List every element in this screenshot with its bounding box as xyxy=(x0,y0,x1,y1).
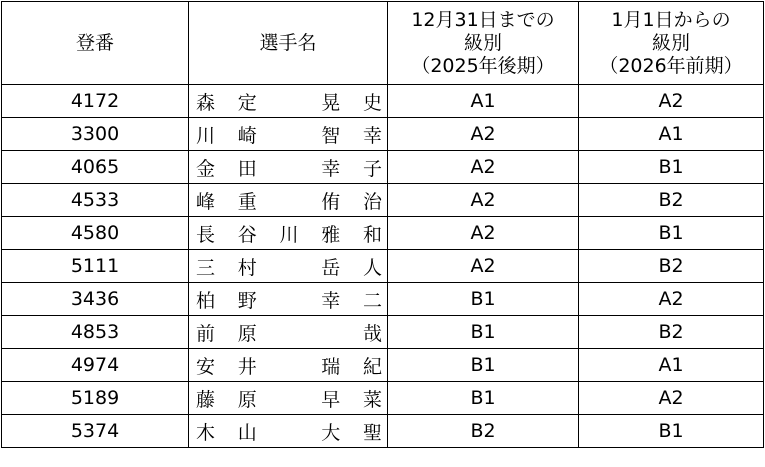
racer-name-char: 木 xyxy=(196,421,216,444)
racer-name-char: 人 xyxy=(362,256,382,279)
rank-after-cell: A2 xyxy=(579,382,764,415)
racer-name-cell xyxy=(189,349,388,382)
rank-after-cell: A2 xyxy=(579,85,764,118)
racer-name-cell xyxy=(189,184,388,217)
header-racer-name xyxy=(189,2,388,85)
rank-before-cell: A2 xyxy=(388,118,579,151)
rank-before-cell: A1 xyxy=(388,85,579,118)
racer-name-char: 幸 xyxy=(362,124,382,147)
racer-number-cell: 4974 xyxy=(2,349,189,382)
racer-name-cell xyxy=(189,85,388,118)
racer-name-cell xyxy=(189,151,388,184)
header-rank-after-line: 1月1日からの xyxy=(611,8,731,31)
table-body xyxy=(2,85,764,448)
racer-name-char: 紀 xyxy=(362,355,382,378)
racer-number-cell: 4172 xyxy=(2,85,189,118)
rank-before-cell: B1 xyxy=(388,349,579,382)
table-row xyxy=(2,151,764,184)
racer-name-char: 藤 xyxy=(196,388,216,411)
racer-name-char: 前 xyxy=(196,322,216,345)
table-row xyxy=(2,85,764,118)
racer-number-cell: 4533 xyxy=(2,184,189,217)
racer-name-cell xyxy=(189,382,388,415)
racer-name-cell xyxy=(189,283,388,316)
racer-number-cell: 3300 xyxy=(2,118,189,151)
header-racer-number-label: 登番 xyxy=(75,31,114,54)
rank-after-cell: B1 xyxy=(579,415,764,448)
rank-before-cell: B2 xyxy=(388,415,579,448)
header-rank-after-line: （2026年前期） xyxy=(599,54,743,77)
rank-after-cell: B2 xyxy=(579,250,764,283)
racer-number-cell: 5111 xyxy=(2,250,189,283)
racer-name xyxy=(196,352,382,379)
rank-before-cell: A2 xyxy=(388,184,579,217)
racer-name-char: 柏 xyxy=(196,289,216,312)
racer-name xyxy=(196,286,382,313)
racer-name xyxy=(196,121,382,148)
racer-name-char: 田 xyxy=(237,157,257,180)
racer-name-char: 森 xyxy=(196,91,216,114)
table-row xyxy=(2,217,764,250)
racer-name-char: 長 xyxy=(196,223,216,246)
racer-name-char: 峰 xyxy=(196,190,216,213)
header-rank-after-line: 級別 xyxy=(651,31,690,54)
racer-name-char: 村 xyxy=(237,256,257,279)
racer-name-cell xyxy=(189,316,388,349)
racer-name xyxy=(196,88,382,115)
racer-number-cell: 4065 xyxy=(2,151,189,184)
racer-number-cell: 5374 xyxy=(2,415,189,448)
racer-name xyxy=(196,319,382,346)
racer-name xyxy=(196,154,382,181)
rank-before-cell: B1 xyxy=(388,382,579,415)
racer-name-char: 崎 xyxy=(237,124,257,147)
racer-name-char: 原 xyxy=(237,388,257,411)
rank-change-table xyxy=(1,1,764,448)
racer-name-char: 子 xyxy=(362,157,382,180)
racer-name-char: 瑞 xyxy=(321,355,341,378)
header-rank-before-line: 級別 xyxy=(463,31,502,54)
header-racer-name-label: 選手名 xyxy=(259,31,317,54)
table-row xyxy=(2,349,764,382)
racer-name-char: 原 xyxy=(237,322,257,345)
racer-number-cell: 3436 xyxy=(2,283,189,316)
rank-before-cell: A2 xyxy=(388,217,579,250)
racer-name-char: 安 xyxy=(196,355,216,378)
racer-name-char: 山 xyxy=(237,421,257,444)
racer-name-cell xyxy=(189,118,388,151)
racer-name-char: 聖 xyxy=(362,421,382,444)
racer-name-char: 和 xyxy=(362,223,382,246)
rank-after-cell: B2 xyxy=(579,184,764,217)
racer-name-char: 岳 xyxy=(321,256,341,279)
table-row xyxy=(2,184,764,217)
rank-after-cell: A1 xyxy=(579,349,764,382)
racer-name-char: 史 xyxy=(362,91,382,114)
racer-name-char: 幸 xyxy=(321,289,341,312)
racer-name-char: 雅 xyxy=(321,223,341,246)
racer-name-char: 川 xyxy=(279,223,299,246)
header-rank-after xyxy=(579,2,764,85)
racer-name-char: 治 xyxy=(362,190,382,213)
racer-name-char: 金 xyxy=(196,157,216,180)
table-row xyxy=(2,118,764,151)
racer-name-char: 定 xyxy=(237,91,257,114)
racer-name xyxy=(196,418,382,445)
racer-name-char: 三 xyxy=(196,256,216,279)
racer-name xyxy=(196,385,382,412)
rank-before-cell: B1 xyxy=(388,316,579,349)
racer-name xyxy=(196,220,382,247)
racer-name-char: 菜 xyxy=(362,388,382,411)
racer-number-cell: 4580 xyxy=(2,217,189,250)
racer-name-cell xyxy=(189,415,388,448)
header-rank-before xyxy=(388,2,579,85)
racer-name-cell xyxy=(189,217,388,250)
racer-name-char: 哉 xyxy=(362,322,382,345)
rank-after-cell: A2 xyxy=(579,283,764,316)
racer-name-char: 幸 xyxy=(321,157,341,180)
racer-name-char: 野 xyxy=(237,289,257,312)
racer-name-char: 二 xyxy=(362,289,382,312)
racer-name-char: 重 xyxy=(237,190,257,213)
table-row xyxy=(2,415,764,448)
racer-number-cell: 5189 xyxy=(2,382,189,415)
header-rank-before-line: （2025年後期） xyxy=(411,54,555,77)
table-row xyxy=(2,250,764,283)
header-rank-before-line: 12月31日までの xyxy=(411,8,555,31)
rank-after-cell: B2 xyxy=(579,316,764,349)
racer-name-char: 早 xyxy=(321,388,341,411)
header-racer-number xyxy=(2,2,189,85)
table-row xyxy=(2,316,764,349)
rank-before-cell: A2 xyxy=(388,151,579,184)
racer-name-char: 智 xyxy=(321,124,341,147)
rank-before-cell: A2 xyxy=(388,250,579,283)
racer-name-char: 谷 xyxy=(237,223,257,246)
table-row xyxy=(2,283,764,316)
racer-name-char: 侑 xyxy=(321,190,341,213)
rank-after-cell: B1 xyxy=(579,151,764,184)
table-row xyxy=(2,382,764,415)
rank-after-cell: B1 xyxy=(579,217,764,250)
racer-name-cell xyxy=(189,250,388,283)
racer-name-char: 大 xyxy=(321,421,341,444)
racer-number-cell: 4853 xyxy=(2,316,189,349)
header-row xyxy=(2,2,764,85)
racer-name xyxy=(196,187,382,214)
rank-after-cell: A1 xyxy=(579,118,764,151)
racer-name xyxy=(196,253,382,280)
racer-name-char: 井 xyxy=(237,355,257,378)
racer-name-char: 晃 xyxy=(321,91,341,114)
racer-name-char: 川 xyxy=(196,124,216,147)
rank-before-cell: B1 xyxy=(388,283,579,316)
